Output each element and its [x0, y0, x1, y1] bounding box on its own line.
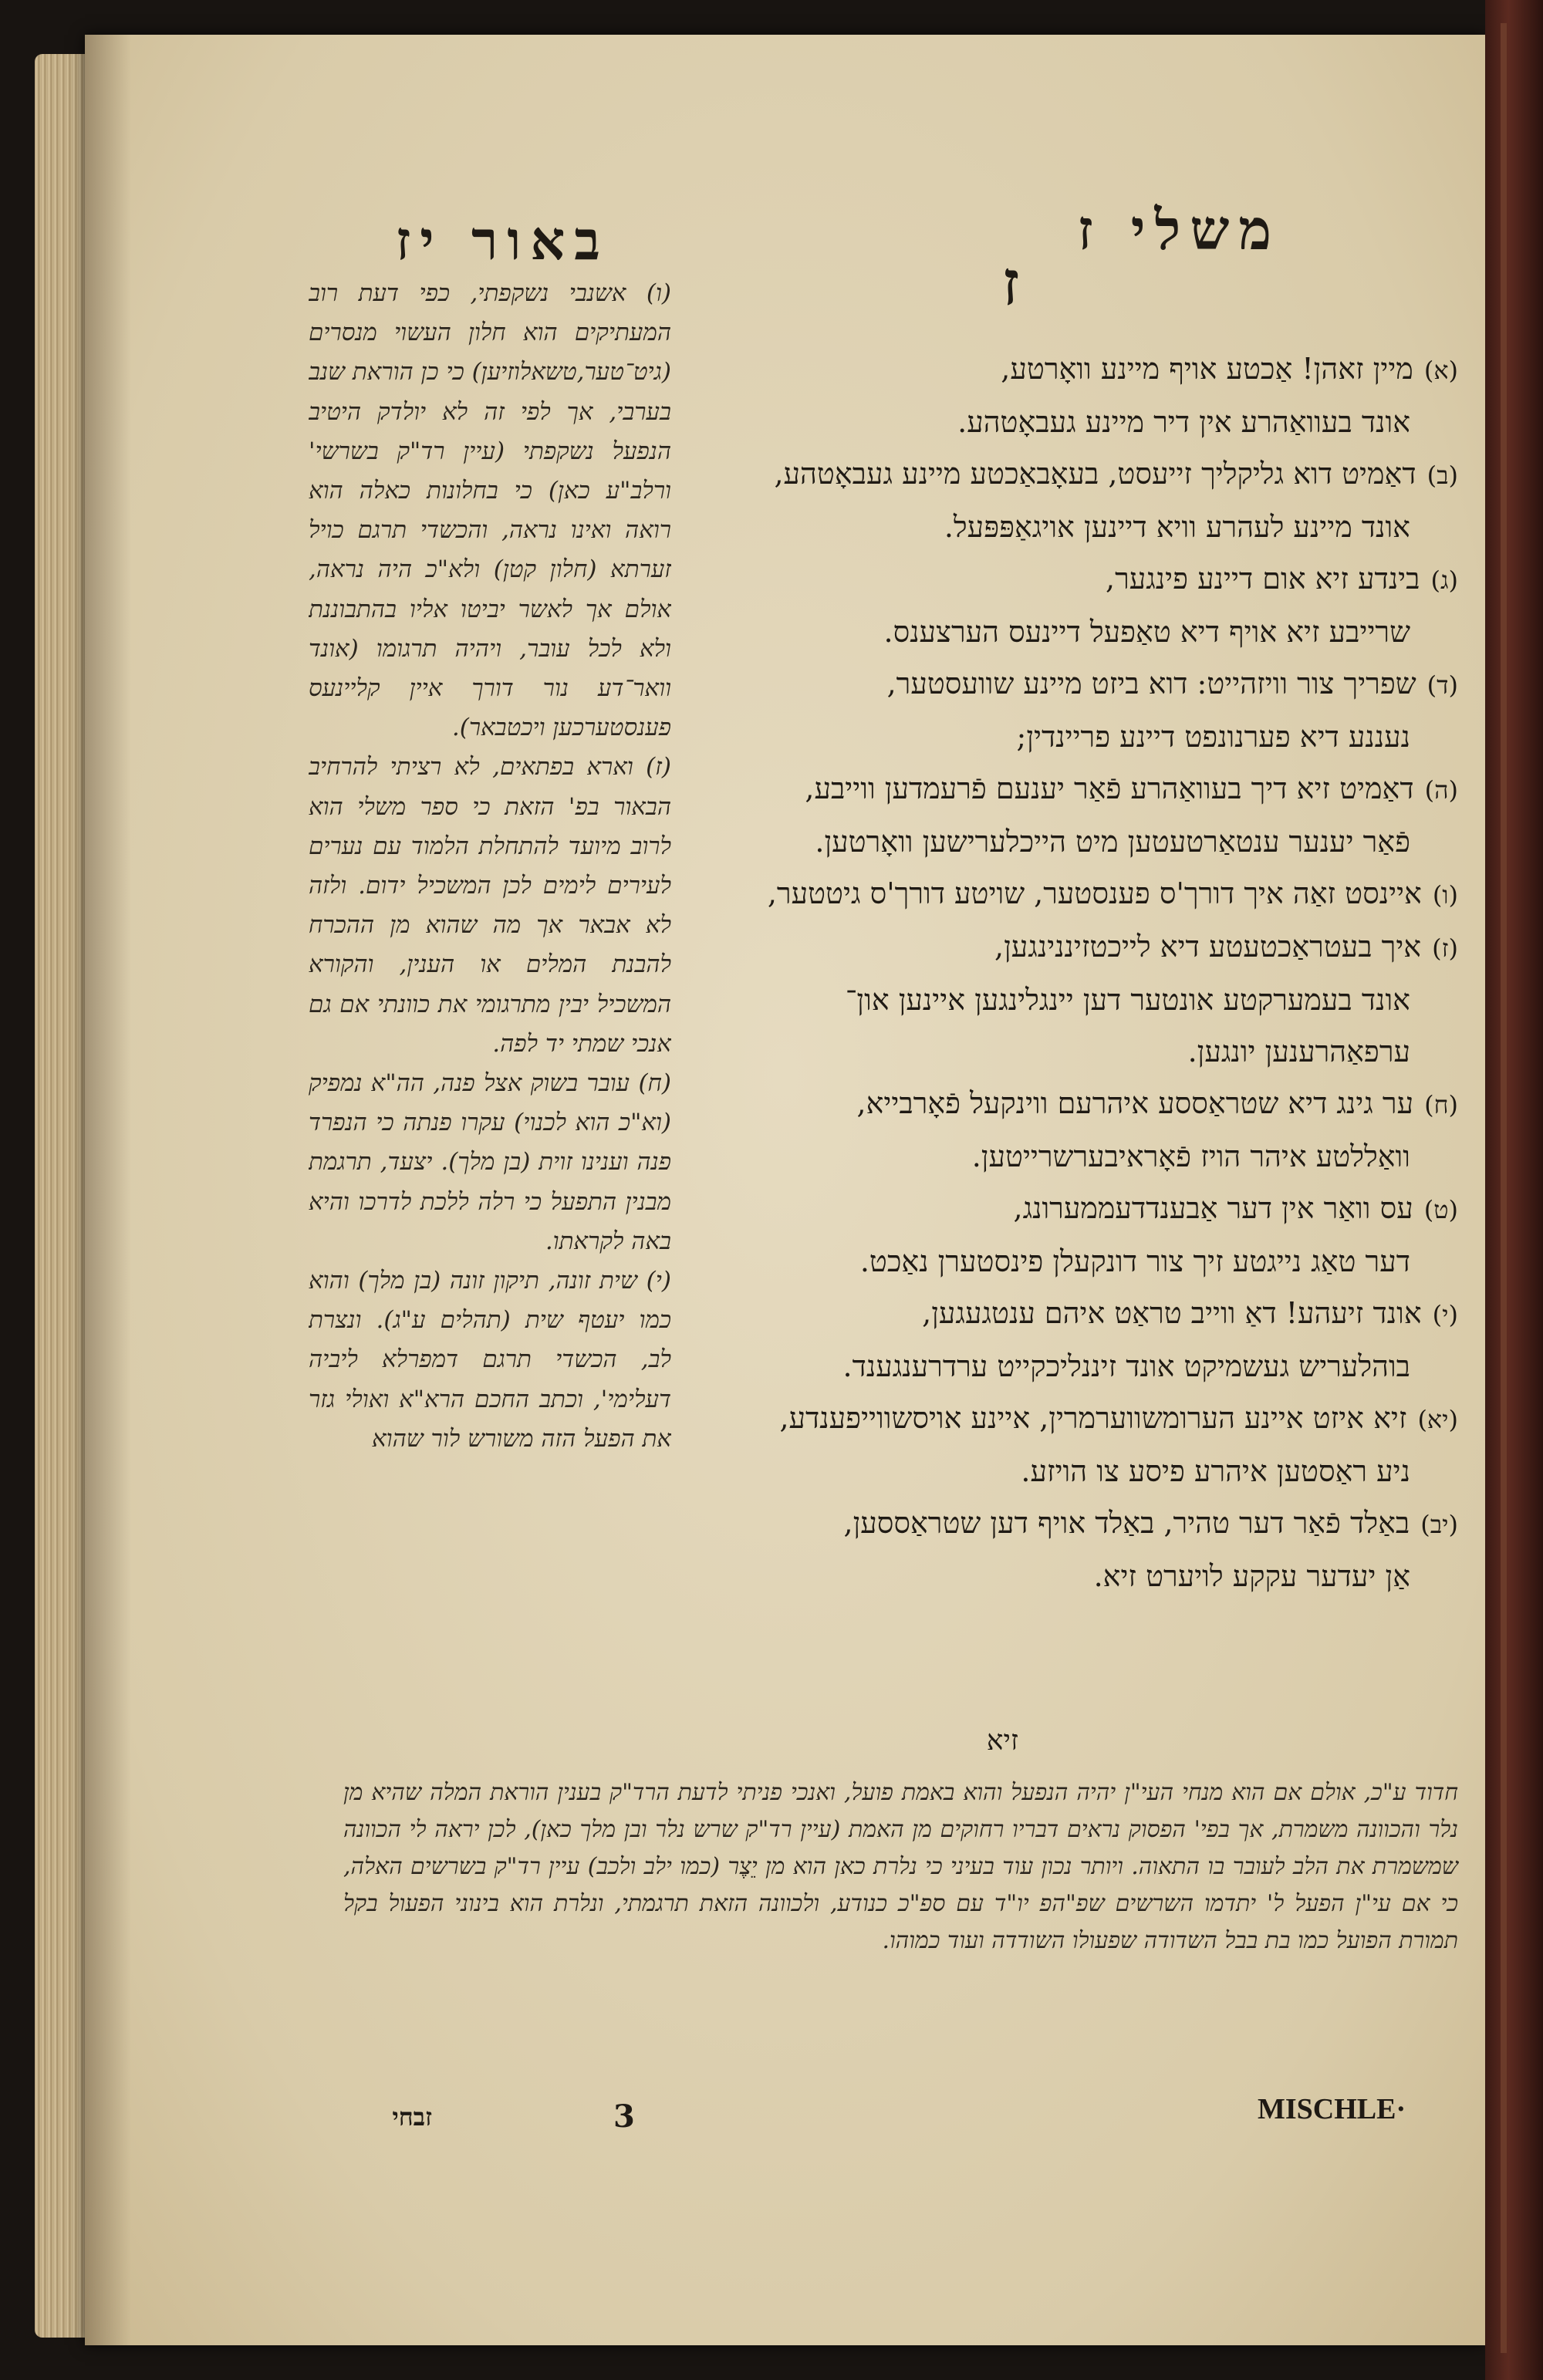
- verse-line: איך בעטראַכטעטע דיא לייכטזיננינגען,: [994, 930, 1422, 964]
- verse-line: זיא איזט איינע הערומשווערמרין, איינע אויסשווייפענדע,: [779, 1401, 1407, 1435]
- verse-line: ערפאַהרענען יונגען.: [1187, 1035, 1410, 1068]
- commentary-paragraph: (ו) אשנבי נשקפתי, כפי דעת רוב המעתיקים הוא חלון העשוי מנסרים (גיט־טער,טשאלוזיען) כי כן הוראת שנב בערבי, אך לפי זה לא יולדק היטיב הנפעל נשקפתי (עיין רד"ק בשרשי' ורלב"ע כאן) כי בחלונות כאלה הוא רואה ואינו נראה, והכשדי תרגם כויל זערתא (חלון קטן) ולא"כ היה נראה, אולם אך לאשר יביטו אליו בהתבוננת ולא לכל עובר, ויהיה תרגומו (אונד וואר־דע נור דורך איין קליינעס פענסטערכען ויכטבאר).: [309, 279, 671, 742]
- commentary-paragraph: (ח) עובר בשוק אצל פנה, הה"א נמפיק (וא"כ הוא לכנוי) עקרו פנתה כי הנפרד פנה וענינו זוית (בן מלך). יצעד, תרגמת מבנין התפעל כי רלה ללכת לדרכו והיא באה לקראתו.: [309, 1069, 671, 1255]
- verse-line: באַלד פֿאַר דער טהיר, באַלד אויף דען שטראַססען,: [843, 1506, 1410, 1540]
- verse: [671, 448, 1458, 553]
- commentary-footnote: חדוד ע"כ, אולם אם הוא מנחי העי"ן יהיה הנפעל והוא באמת פועל, ואנכי פניתי לדעת הרד"ק בענין הוראת המלה שהיא מן נלר והכוונה משמרת, אך בפי' הפסוק נראים דבריו רחוקים מן האמת (עיין רד"ק שרש נלר ובן מלך כאן), לכן יראה לי הכוונה שמשמרת את הלב לעובר בו התאוה. ויותר נכון עוד בעיני כי נלרת כאן הוא מן יֵצֶר (כמו ילב ולכב) עיין רד"ק בשרשים האלה, כי אם עי"ן הפעל ל' יתדמו השרשים שפ"הפ יו"ד עם ספ"כ כנודע, ולכוונה הזאת תרגמתי, ונלרת הוא בינוני הפעול בקל תמורת הפועל כמו בת בבל השדודה שפעולו השודדה ועוד כמוהו.: [343, 1779, 1458, 1954]
- verse: [671, 1288, 1458, 1393]
- verse-line: ניע ראַסטען איהרע פיסע צו הויזע.: [1021, 1454, 1410, 1488]
- verse-number: (ב): [1427, 461, 1458, 490]
- verse-number: (יב): [1420, 1510, 1458, 1539]
- verse: [671, 343, 1458, 448]
- verse-line: מיין זאהן! אַכטע אויף מיינע וואָרטע,: [1001, 352, 1413, 386]
- verse: [671, 763, 1458, 868]
- verse: [671, 868, 1458, 921]
- verse: [671, 1078, 1458, 1183]
- verse-line: אונד בעוואַהרע אין דיר מיינע געבאָטהע.: [957, 405, 1410, 439]
- verse-line: שפריך צור וויזהייט: דוא ביזט מיינע שוועסטער,: [886, 667, 1416, 700]
- bookmark-ribbon: [1501, 23, 1507, 2353]
- verse-number: (י): [1432, 1300, 1458, 1329]
- catchword-main: זיא: [986, 1725, 1018, 1757]
- verse: [671, 553, 1458, 658]
- verse-number: (א): [1423, 356, 1458, 385]
- verse-line: בינדע זיא אום דיינע פינגער,: [1106, 562, 1420, 596]
- verse-line: וואַללטע איהר הויז פֿאָראיבערשרייטען.: [971, 1139, 1410, 1173]
- running-foot: MISCHLE·: [1258, 2093, 1406, 2125]
- verse-line: דאַמיט דוא גליקליך זייעסט, בעאָבאַכטע מיינע געבאָטהע,: [774, 457, 1416, 491]
- verse-line: אונד זיעהע! דאַ ווייב טראַט איהם ענטגעגען,: [922, 1296, 1422, 1330]
- verse: [671, 1393, 1458, 1497]
- verse: [671, 658, 1458, 763]
- verse: [671, 1183, 1458, 1288]
- verse-line: אונד מיינע לעהרע וויא דיינען אויגאַפּפּעל.: [944, 510, 1410, 544]
- verse-number: (ז): [1432, 933, 1458, 963]
- catchword-commentary: זבחי: [392, 2102, 432, 2132]
- verse-line: אַן יעדער עקקע לויערט זיא.: [1093, 1559, 1410, 1593]
- verse-number: (ה): [1424, 775, 1458, 805]
- verse-line: אונד בעמערקטע אונטער דען יינגלינגען איינען און־: [845, 983, 1410, 1017]
- commentary-paragraph: (י) שית זונה, תיקון זונה (בן מלך) והוא כמו יעטף שית (תהלים ע"ג). ונצרת לב, הכשדי תרגם דמפרלא ליביה דעלימי', וכתב החכם הרא"א ואולי גזר את הפעל הזה משורש לור שהוא: [309, 1267, 671, 1453]
- verse-number: (ט): [1423, 1195, 1458, 1224]
- signature-mark: 3: [613, 2098, 635, 2135]
- verse-number: (ח): [1424, 1090, 1458, 1119]
- main-title: משלי ז: [1077, 197, 1281, 262]
- verse-column: [671, 343, 1458, 1602]
- verse-line: עס וואַר אין דער אַבענדדעממערונג,: [1013, 1191, 1413, 1225]
- verse: [671, 1497, 1458, 1602]
- commentary-paragraph: (ז) וארא בפתאים, לא רציתי להרחיב הבאור בפ' הזאת כי ספר משלי הוא לרוב מיועד להתחלת הלמוד עם נערים לעירים לימים לכן המשכיל ידום. ולזה לא אבאר אך מה שהוא מן ההכרח להבנת המלים או הענין, והקורא המשכיל יבין מתרגומי את כוונתי אם גם אנכי שמתי יד לפה.: [309, 753, 671, 1058]
- verse-number: (ו): [1432, 880, 1458, 910]
- verse-line: דער טאַג נייגטע זיך צור דונקעלן פינסטערן נאַכט.: [859, 1244, 1410, 1278]
- chapter-number: ז: [1001, 247, 1020, 319]
- verse-line: נעננע דיא פערנונפט דיינע פריינדין;: [1016, 720, 1410, 754]
- verse-line: פֿאַר יענער ענטאַרטעטען מיט הייכלערישען וואָרטען.: [815, 825, 1410, 859]
- verse-number: (ד): [1427, 670, 1458, 700]
- book-cover-edge: [1485, 0, 1543, 2380]
- verse-line: בוהלעריש געשמיקט אונד זיננליכקייט ערדרענגענד.: [842, 1349, 1410, 1383]
- verse-line: איינסט זאַה איך דורך'ס פענסטער, שויטע דורך'ס גיטטער,: [767, 876, 1422, 910]
- commentary-title: באור יז: [395, 208, 609, 272]
- verse-line: דאַמיט זיא דיך בעוואַהרע פֿאַר יענעם פֿרעמדען ווייבע,: [805, 771, 1414, 805]
- verse: [671, 921, 1458, 1078]
- verse-number: (יא): [1417, 1405, 1458, 1434]
- binding-shadow: [85, 35, 131, 2345]
- verse-line: שרייבע זיא אויף דיא טאַפעל דיינעס הערצענס.: [883, 615, 1410, 649]
- verse-line: ער גינג דיא שטראַססע איהרעם ווינקעל פֿאָרבייא,: [856, 1086, 1414, 1120]
- verse-number: (ג): [1430, 565, 1458, 595]
